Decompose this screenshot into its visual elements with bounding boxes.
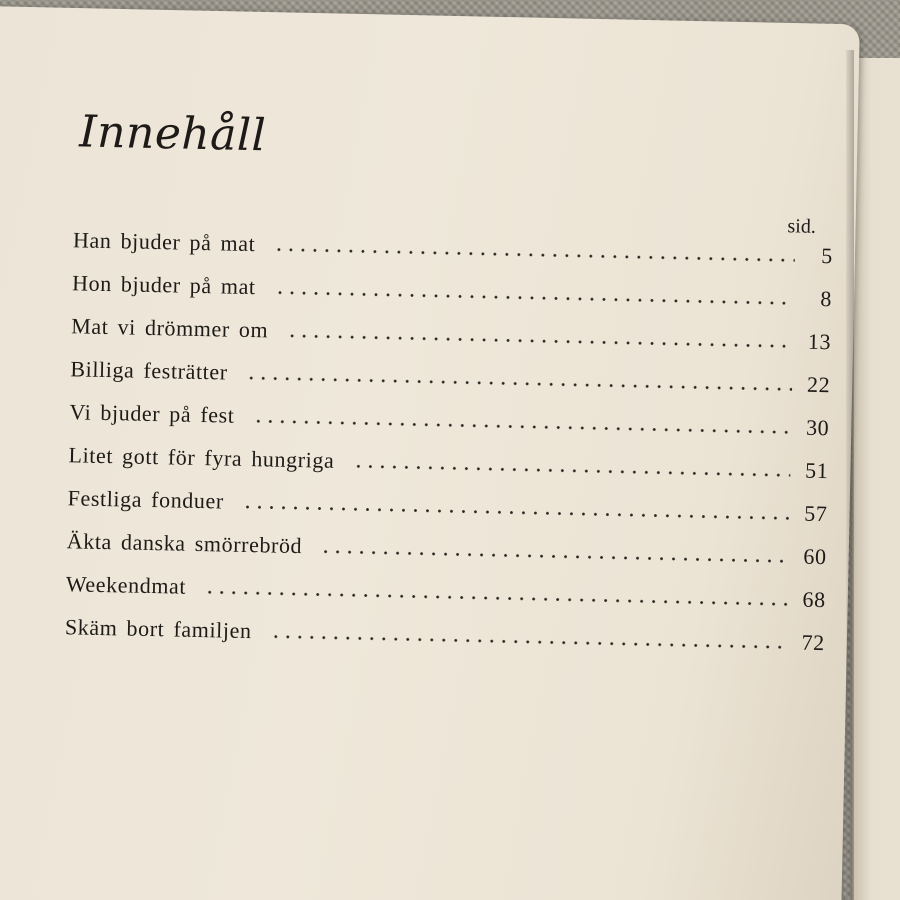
- toc-entry-page: 22: [806, 371, 831, 398]
- next-page-edge: [852, 58, 900, 900]
- toc-entry-page: 13: [807, 328, 832, 355]
- toc-entry-page: 8: [820, 285, 833, 312]
- toc-entry-page: 5: [821, 242, 834, 269]
- toc-entry-page: 60: [803, 543, 827, 570]
- page-column-label: sid.: [787, 215, 817, 238]
- toc-entry-page: 57: [804, 500, 828, 527]
- toc-entry-title: Vi bjuder på fest: [69, 399, 235, 428]
- toc-entry-title: Mat vi drömmer om: [71, 313, 269, 343]
- toc-entry-title: Billiga festrätter: [70, 356, 228, 385]
- toc-entry-title: Litet gott för fyra hungriga: [68, 442, 335, 473]
- toc-entry-title: Skäm bort familjen: [64, 614, 252, 644]
- toc-entry-title: Äkta danska smörrebröd: [66, 528, 303, 559]
- toc-entry-title: Festliga fonduer: [67, 485, 225, 514]
- toc-entry-title: Hon bjuder på mat: [71, 270, 256, 300]
- toc-list: [65, 210, 834, 656]
- toc-entry-page: 68: [802, 586, 826, 613]
- toc-entry-page: 30: [805, 414, 830, 441]
- toc-entry-page: 51: [804, 457, 829, 484]
- toc-entry-title: Weekendmat: [65, 571, 187, 599]
- page-title: Innehåll: [78, 106, 267, 162]
- page-gutter-shadow: [846, 50, 854, 900]
- toc-entry-page: 72: [801, 629, 826, 656]
- toc-entry-title: Han bjuder på mat: [72, 227, 256, 257]
